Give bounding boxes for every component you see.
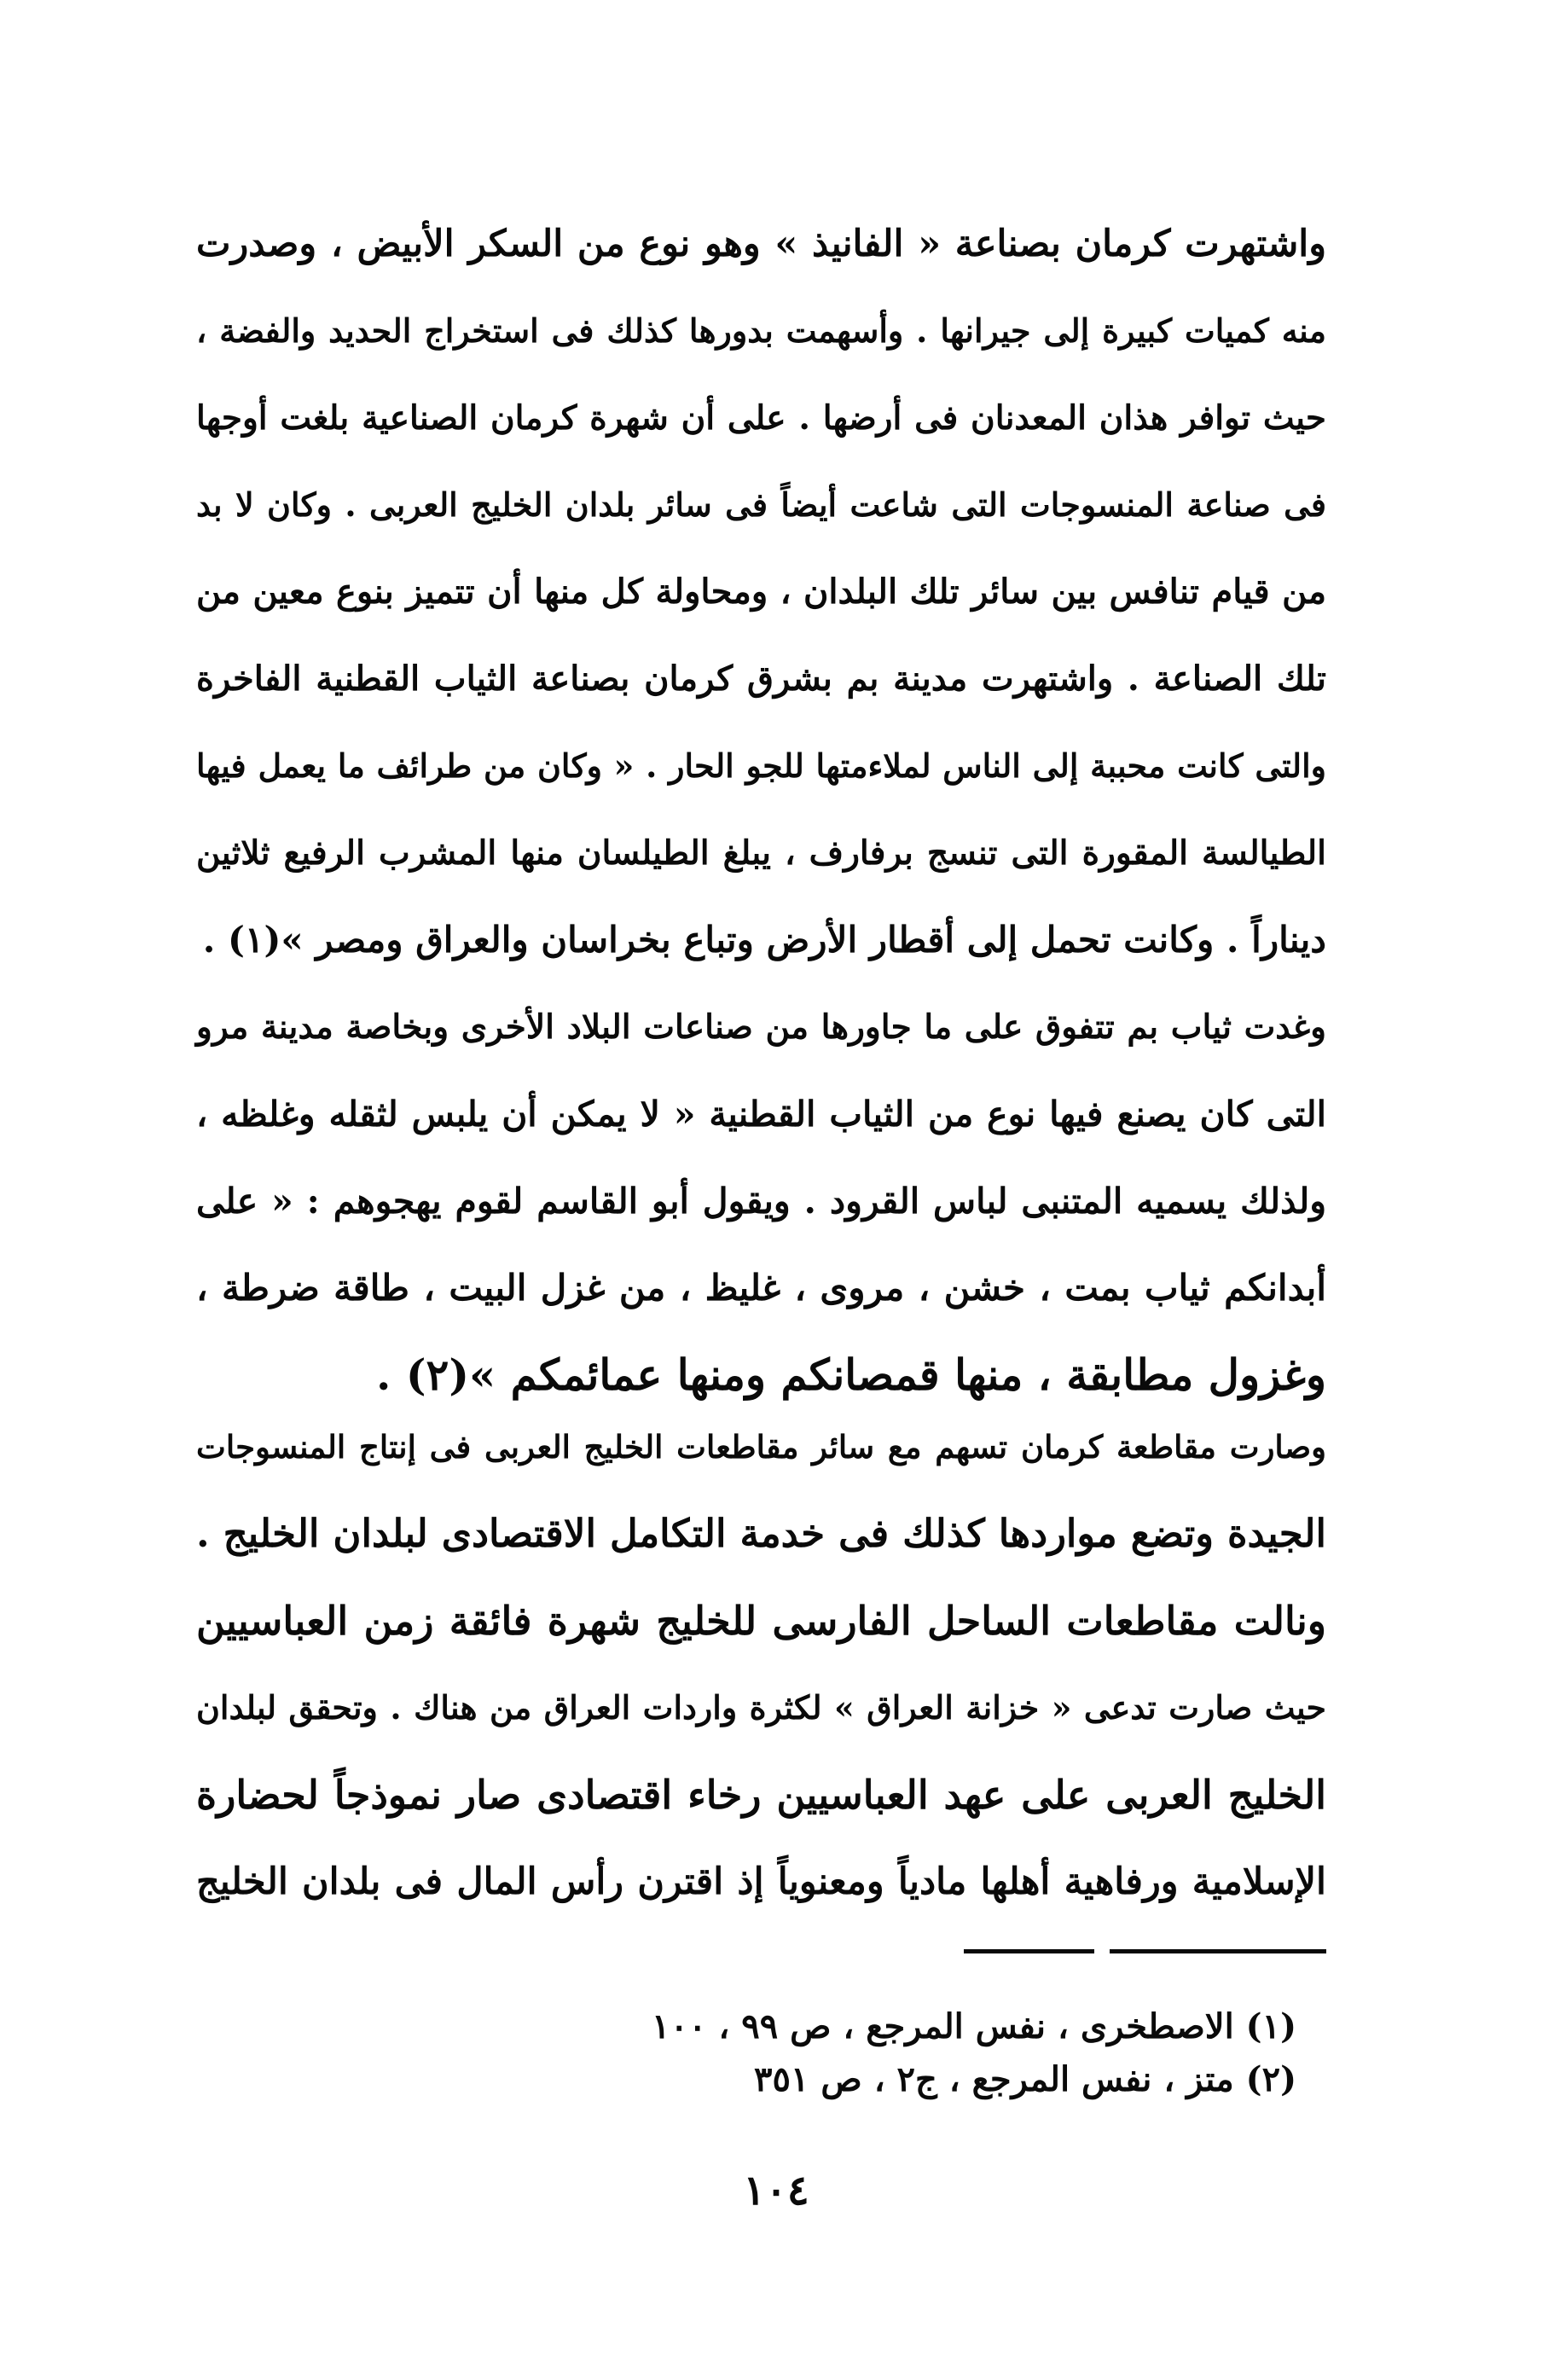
page-number: ١٠٤ (743, 2167, 809, 2215)
footnote-1: (١) الاصطخرى ، نفس المرجع ، ص ٩٩ ، ١٠٠ (652, 2006, 1296, 2046)
paragraph-1 (196, 200, 1326, 1419)
text-line: الطيالسة المقورة التى تنسج برفارف ، يبلغ الطيلسان منها المشرب الرفيع ثلاثين (196, 833, 1326, 873)
text-line: والتى كانت محببة إلى الناس لملاءمتها للجو الحار . « وكان من طرائف ما يعمل فيها (196, 746, 1326, 785)
text-line: حيث توافر هذان المعدنان فى أرضها . على أن شهرة كرمان الصناعية بلغت أوجها (196, 398, 1326, 438)
text-line: وغدت ثياب بم تتفوق على ما جاورها من صناعات البلاد الأخرى وبخاصة مدينة مرو (196, 1007, 1326, 1047)
text-line: الإسلامية ورفاهية أهلها مادياً ومعنوياً إذ اقترن رأس المال فى بلدان الخليج (196, 1860, 1326, 1903)
footnote-2: (٢) متز ، نفس المرجع ، ج٢ ، ص ٣٥١ (754, 2059, 1296, 2099)
text-line: من قيام تنافس بين سائر تلك البلدان ، ومحاولة كل منها أن تتميز بنوع معين من (196, 572, 1326, 612)
footnotes (648, 2000, 1296, 2106)
footnote-separator (964, 1949, 1326, 1953)
text-line: وغزول مطابقة ، منها قمصانكم ومنها عمائمكم »(٢) . (376, 1350, 1326, 1400)
text-line: الجيدة وتضع مواردها كذلك فى خدمة التكامل الاقتصادى لبلدان الخليج . (196, 1511, 1326, 1556)
text-line: واشتهرت كرمان بصناعة « الفانيذ » وهو نوع من السكر الأبيض ، وصدرت (196, 223, 1326, 265)
text-line: ونالت مقاطعات الساحل الفارسى للخليج شهرة فائقة زمن العباسيين (196, 1598, 1326, 1644)
text-line: الخليج العربى على عهد العباسيين رخاء اقتصادى صار نموذجاً لحضارة (196, 1772, 1326, 1818)
text-line: التى كان يصنع فيها نوع من الثياب القطنية « لا يمكن أن يلبس لثقله وغلظه ، (196, 1094, 1326, 1135)
text-line: حيث صارت تدعى « خزانة العراق » لكثرة واردات العراق من هناك . وتحقق لبلدان (196, 1688, 1326, 1727)
text-line: منه كميات كبيرة إلى جيرانها . وأسهمت بدورها كذلك فى استخراج الحديد والفضة ، (196, 311, 1326, 350)
text-line: تلك الصناعة . واشتهرت مدينة بم بشرق كرمان بصناعة الثياب القطنية الفاخرة (196, 659, 1326, 699)
paragraph-2 (196, 1403, 1326, 1925)
text-line: ديناراً . وكانت تحمل إلى أقطار الأرض وتباع بخراسان والعراق ومصر »(١) . (202, 919, 1326, 961)
footnote-separator-gap (1094, 1948, 1110, 1956)
text-line: فى صناعة المنسوجات التى شاعت أيضاً فى سائر بلدان الخليج العربى . وكان لا بد (196, 485, 1326, 524)
text-line: وصارت مقاطعة كرمان تسهم مع سائر مقاطعات الخليج العربى فى إنتاج المنسوجات (196, 1428, 1326, 1466)
text-line: أبدانكم ثياب بمت ، خشن ، مروى ، غليظ ، من غزل البيت ، طاقة ضرطة ، (196, 1267, 1326, 1309)
text-line: ولذلك يسميه المتنبى لباس القرود . ويقول أبو القاسم لقوم يهجوهم : « على (196, 1181, 1326, 1222)
